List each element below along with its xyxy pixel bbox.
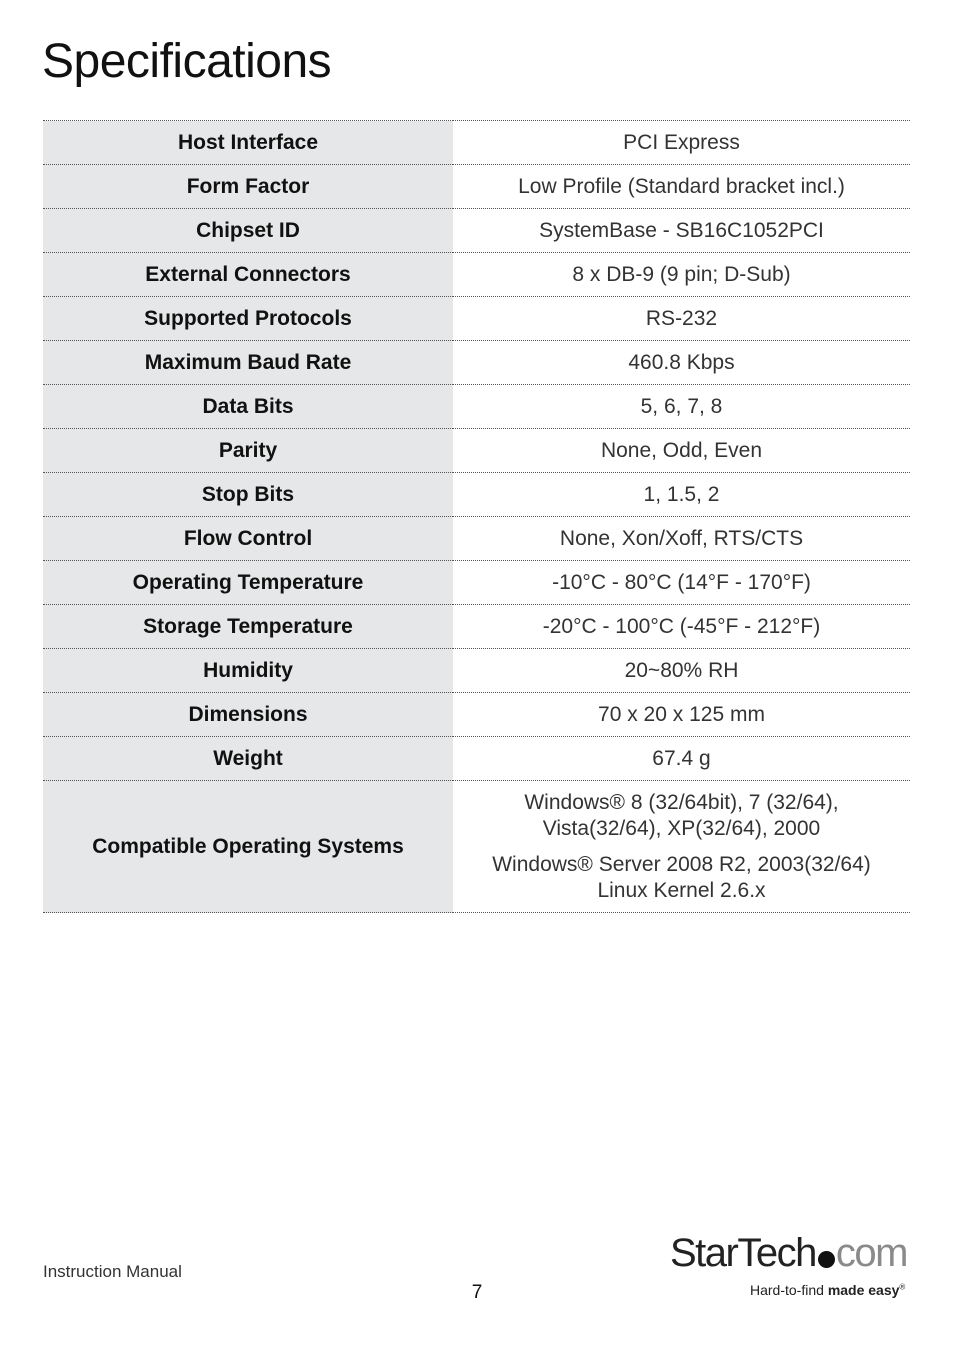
os-block-desktop [453,790,910,842]
spec-label: Stop Bits [43,473,453,517]
spec-value: 70 x 20 x 125 mm [598,702,765,726]
spec-value: None, Odd, Even [600,438,763,462]
specifications-table [43,120,910,913]
spec-label: Storage Temperature [43,605,453,649]
table-row [43,165,910,209]
spec-label: Data Bits [43,385,453,429]
os-line: Windows® Server 2008 R2, 2003(32/64) [492,852,871,876]
os-line: Linux Kernel 2.6.x [597,878,766,902]
startech-logo [670,1230,915,1305]
spec-label: Parity [43,429,453,473]
spec-label: Flow Control [43,517,453,561]
spec-label: Compatible Operating Systems [43,781,453,913]
table-row [43,649,910,693]
spec-value: -10°C - 80°C (14°F - 170°F) [552,570,811,594]
spec-value: Low Profile (Standard bracket incl.) [518,174,845,198]
page-title: Specifications [42,35,332,88]
spec-value: RS-232 [645,306,718,330]
spec-value: None, Xon/Xoff, RTS/CTS [559,526,804,550]
spec-label: Supported Protocols [43,297,453,341]
os-block-server [453,852,910,904]
footer-label: Instruction Manual [43,1262,182,1281]
logo-suffix: com [835,1231,907,1275]
table-row [43,473,910,517]
spec-label: Host Interface [43,121,453,165]
spec-value: 5, 6, 7, 8 [640,394,723,418]
table-row [43,385,910,429]
spec-value: 460.8 Kbps [628,350,735,374]
spec-label: Operating Temperature [43,561,453,605]
registered-mark: ® [899,1282,906,1292]
logo-wordmark [670,1230,907,1276]
table-row [43,253,910,297]
spec-label: External Connectors [43,253,453,297]
os-line: Windows® 8 (32/64bit), 7 (32/64), [524,790,839,814]
spec-value [453,781,910,913]
table-row [43,209,910,253]
spec-value: 67.4 g [652,746,711,770]
table-row [43,121,910,165]
spec-label: Maximum Baud Rate [43,341,453,385]
table-row [43,605,910,649]
table-row [43,737,910,781]
table-row [43,693,910,737]
spec-value: SystemBase - SB16C1052PCI [539,218,824,242]
table-row [43,429,910,473]
spec-label: Dimensions [43,693,453,737]
logo-dot-icon [818,1251,835,1268]
tagline-plain: Hard-to-find [750,1282,828,1298]
logo-tagline [750,1282,905,1298]
spec-value: 8 x DB-9 (9 pin; D-Sub) [572,262,791,286]
logo-brand: StarTech [670,1231,816,1275]
table-row [43,341,910,385]
spec-label: Chipset ID [43,209,453,253]
table-row [43,517,910,561]
tagline-bold: made easy [827,1282,900,1298]
spec-label: Form Factor [43,165,453,209]
page-number: 7 [471,1282,483,1303]
spec-value: PCI Express [623,130,740,154]
table-row-compatible-os [43,781,910,913]
spec-value: 20~80% RH [624,658,739,682]
spec-label: Humidity [43,649,453,693]
table-row [43,297,910,341]
spec-label: Weight [43,737,453,781]
os-line: Vista(32/64), XP(32/64), 2000 [542,816,821,840]
table-row [43,561,910,605]
spec-value: -20°C - 100°C (-45°F - 212°F) [542,614,821,638]
spec-value: 1, 1.5, 2 [643,482,720,506]
